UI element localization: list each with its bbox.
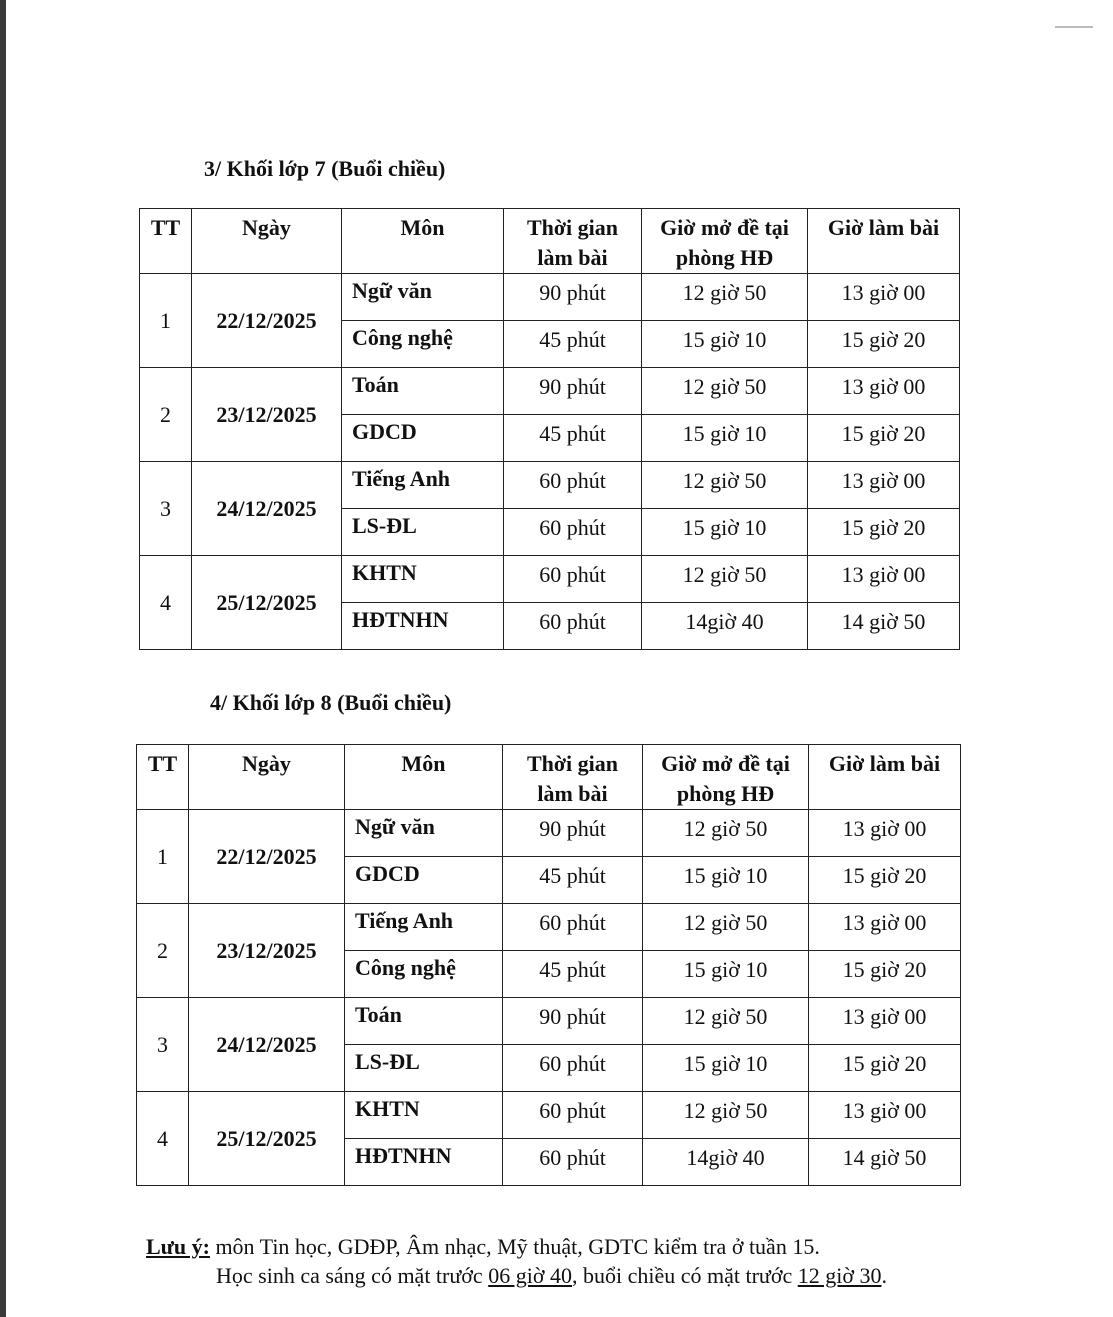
cell-date: 24/12/2025 bbox=[192, 462, 342, 556]
cell-duration: 90 phút bbox=[503, 998, 643, 1045]
schedule-table-grade-7 bbox=[139, 208, 960, 650]
header-date: Ngày bbox=[192, 209, 342, 274]
cell-subject: Ngữ văn bbox=[342, 274, 504, 321]
cell-subject: Toán bbox=[342, 368, 504, 415]
note-text-a: Học sinh ca sáng có mặt trước bbox=[216, 1263, 489, 1288]
cell-start-time: 15 giờ 20 bbox=[809, 857, 961, 904]
cell-open-time: 12 giờ 50 bbox=[643, 904, 809, 951]
header-open-line2: phòng HĐ bbox=[676, 781, 775, 806]
header-duration-line1: Thời gian bbox=[526, 215, 619, 240]
header-duration bbox=[504, 209, 642, 274]
table-row bbox=[137, 998, 961, 1045]
cell-start-time: 13 giờ 00 bbox=[808, 556, 960, 603]
cell-subject: LS-ĐL bbox=[342, 509, 504, 556]
cell-subject: Toán bbox=[345, 998, 503, 1045]
header-subject: Môn bbox=[342, 209, 504, 274]
cell-open-time: 15 giờ 10 bbox=[643, 1045, 809, 1092]
cell-start-time: 13 giờ 00 bbox=[809, 810, 961, 857]
cell-duration: 60 phút bbox=[504, 509, 642, 556]
table-row bbox=[140, 556, 960, 603]
cell-duration: 90 phút bbox=[504, 274, 642, 321]
header-open-line1: Giờ mở đề tại bbox=[661, 751, 790, 776]
cell-duration: 60 phút bbox=[503, 1139, 643, 1186]
note-line-1 bbox=[146, 1234, 820, 1260]
cell-start-time: 14 giờ 50 bbox=[808, 603, 960, 650]
header-subject: Môn bbox=[345, 745, 503, 810]
cell-tt: 2 bbox=[137, 904, 189, 998]
cell-duration: 45 phút bbox=[503, 857, 643, 904]
note-line-2 bbox=[216, 1263, 887, 1289]
cell-subject: Tiếng Anh bbox=[342, 462, 504, 509]
table-row bbox=[137, 1092, 961, 1139]
cell-open-time: 12 giờ 50 bbox=[642, 368, 808, 415]
cell-open-time: 15 giờ 10 bbox=[643, 951, 809, 998]
cell-start-time: 14 giờ 50 bbox=[809, 1139, 961, 1186]
note-text-b: , buổi chiều có mặt trước bbox=[571, 1263, 798, 1288]
cell-subject: KHTN bbox=[342, 556, 504, 603]
table-header-row bbox=[140, 209, 960, 274]
cell-date: 24/12/2025 bbox=[189, 998, 345, 1092]
cell-date: 25/12/2025 bbox=[189, 1092, 345, 1186]
note-text-c: . bbox=[881, 1263, 887, 1288]
header-open-time bbox=[643, 745, 809, 810]
cell-subject: Công nghệ bbox=[345, 951, 503, 998]
cell-start-time: 15 giờ 20 bbox=[809, 1045, 961, 1092]
cell-subject: GDCD bbox=[342, 415, 504, 462]
cell-subject: GDCD bbox=[345, 857, 503, 904]
cell-subject: Ngữ văn bbox=[345, 810, 503, 857]
cell-open-time: 12 giờ 50 bbox=[642, 274, 808, 321]
table-header-row bbox=[137, 745, 961, 810]
table-row bbox=[140, 462, 960, 509]
cell-start-time: 13 giờ 00 bbox=[809, 998, 961, 1045]
page-left-edge bbox=[0, 0, 6, 1317]
cell-date: 23/12/2025 bbox=[192, 368, 342, 462]
table-row bbox=[140, 368, 960, 415]
note-morning-time: 06 giờ 40 bbox=[488, 1263, 572, 1288]
cell-open-time: 15 giờ 10 bbox=[642, 321, 808, 368]
cell-open-time: 12 giờ 50 bbox=[643, 998, 809, 1045]
cell-duration: 90 phút bbox=[503, 810, 643, 857]
cell-start-time: 15 giờ 20 bbox=[808, 415, 960, 462]
note-label: Lưu ý: bbox=[146, 1234, 210, 1259]
note-afternoon-time: 12 giờ 30 bbox=[797, 1263, 882, 1288]
cell-duration: 45 phút bbox=[503, 951, 643, 998]
cell-tt: 4 bbox=[137, 1092, 189, 1186]
cell-subject: LS-ĐL bbox=[345, 1045, 503, 1092]
header-duration-line2: làm bài bbox=[537, 245, 608, 270]
section-title-grade-7: 3/ Khối lớp 7 (Buổi chiều) bbox=[204, 156, 446, 181]
cell-open-time: 12 giờ 50 bbox=[643, 1092, 809, 1139]
cell-tt: 4 bbox=[140, 556, 192, 650]
cell-date: 22/12/2025 bbox=[192, 274, 342, 368]
cell-date: 23/12/2025 bbox=[189, 904, 345, 998]
cell-duration: 45 phút bbox=[504, 321, 642, 368]
cell-start-time: 13 giờ 00 bbox=[809, 904, 961, 951]
header-start-time: Giờ làm bài bbox=[809, 745, 961, 810]
cell-open-time: 15 giờ 10 bbox=[642, 509, 808, 556]
cell-subject: HĐTNHN bbox=[345, 1139, 503, 1186]
cell-start-time: 15 giờ 20 bbox=[808, 509, 960, 556]
cell-duration: 60 phút bbox=[504, 556, 642, 603]
cell-open-time: 15 giờ 10 bbox=[642, 415, 808, 462]
corner-mark bbox=[1055, 26, 1093, 28]
cell-duration: 45 phút bbox=[504, 415, 642, 462]
note-text: môn Tin học, GDĐP, Âm nhạc, Mỹ thuật, GDTC kiểm tra ở tuần 15. bbox=[209, 1234, 820, 1259]
cell-subject: Tiếng Anh bbox=[345, 904, 503, 951]
cell-date: 25/12/2025 bbox=[192, 556, 342, 650]
cell-tt: 1 bbox=[137, 810, 189, 904]
header-open-line1: Giờ mở đề tại bbox=[660, 215, 789, 240]
cell-date: 22/12/2025 bbox=[189, 810, 345, 904]
cell-duration: 60 phút bbox=[503, 1045, 643, 1092]
header-start-time: Giờ làm bài bbox=[808, 209, 960, 274]
header-duration bbox=[503, 745, 643, 810]
cell-tt: 1 bbox=[140, 274, 192, 368]
cell-open-time: 15 giờ 10 bbox=[643, 857, 809, 904]
cell-start-time: 15 giờ 20 bbox=[808, 321, 960, 368]
cell-duration: 60 phút bbox=[504, 462, 642, 509]
cell-start-time: 13 giờ 00 bbox=[808, 368, 960, 415]
cell-duration: 60 phút bbox=[503, 904, 643, 951]
header-tt: TT bbox=[137, 745, 189, 810]
cell-open-time: 12 giờ 50 bbox=[642, 462, 808, 509]
cell-duration: 90 phút bbox=[504, 368, 642, 415]
cell-tt: 3 bbox=[140, 462, 192, 556]
cell-subject: Công nghệ bbox=[342, 321, 504, 368]
section-title-grade-8: 4/ Khối lớp 8 (Buổi chiều) bbox=[210, 690, 452, 715]
cell-duration: 60 phút bbox=[504, 603, 642, 650]
table-row bbox=[140, 274, 960, 321]
cell-start-time: 13 giờ 00 bbox=[808, 274, 960, 321]
cell-start-time: 15 giờ 20 bbox=[809, 951, 961, 998]
cell-open-time: 14giờ 40 bbox=[642, 603, 808, 650]
header-open-line2: phòng HĐ bbox=[675, 245, 774, 270]
cell-subject: KHTN bbox=[345, 1092, 503, 1139]
header-duration-line2: làm bài bbox=[537, 781, 608, 806]
cell-start-time: 13 giờ 00 bbox=[808, 462, 960, 509]
table-row bbox=[137, 810, 961, 857]
cell-duration: 60 phút bbox=[503, 1092, 643, 1139]
cell-tt: 2 bbox=[140, 368, 192, 462]
cell-open-time: 12 giờ 50 bbox=[643, 810, 809, 857]
table-row bbox=[137, 904, 961, 951]
header-duration-line1: Thời gian bbox=[526, 751, 619, 776]
cell-open-time: 12 giờ 50 bbox=[642, 556, 808, 603]
header-tt: TT bbox=[140, 209, 192, 274]
cell-open-time: 14giờ 40 bbox=[643, 1139, 809, 1186]
header-open-time bbox=[642, 209, 808, 274]
schedule-table-grade-8 bbox=[136, 744, 961, 1186]
cell-subject: HĐTNHN bbox=[342, 603, 504, 650]
cell-tt: 3 bbox=[137, 998, 189, 1092]
cell-start-time: 13 giờ 00 bbox=[809, 1092, 961, 1139]
header-date: Ngày bbox=[189, 745, 345, 810]
